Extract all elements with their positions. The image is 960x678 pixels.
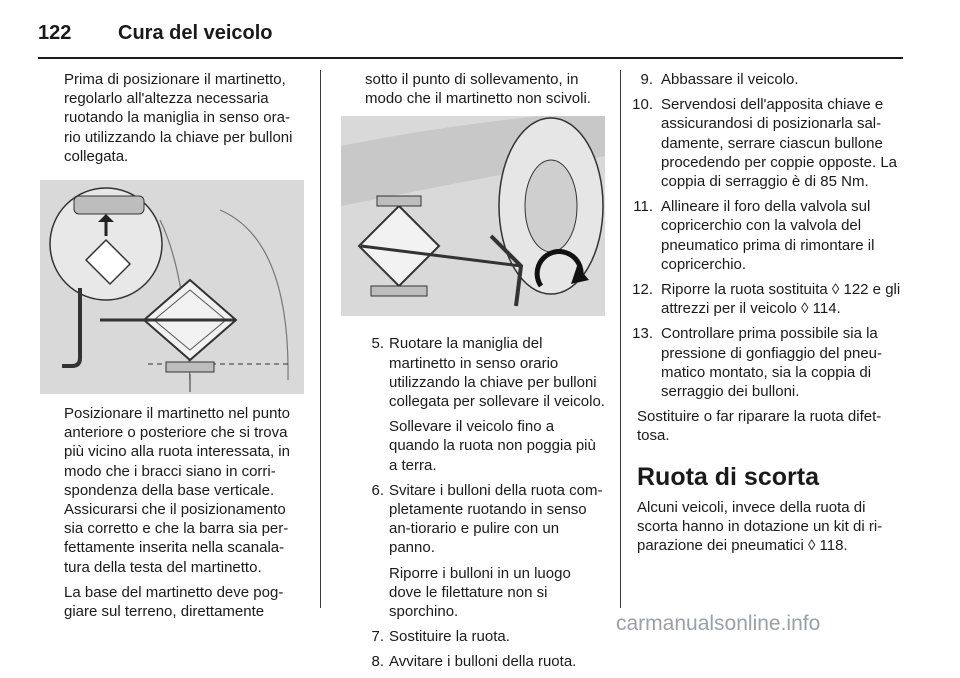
list-item <box>637 70 902 89</box>
jack-raising-illustration <box>341 116 605 316</box>
column-3 <box>632 70 902 561</box>
step-text: Allineare il foro della valvola sul copricerchio con la valvola del pneumatico prima di rimontare il copricerchio. <box>661 198 875 273</box>
step-number: 8. <box>371 653 384 671</box>
step-sub-paragraph: Riporre i bulloni in un luogo dove le filettature non si sporchino. <box>389 564 571 621</box>
step-number: 11. <box>633 198 653 216</box>
list-item <box>632 280 902 318</box>
step-text: Abbassare il veicolo. <box>661 71 799 88</box>
placement-paragraph: Posizionare il martinetto nel punto anteriore o posteriore che si trova più vicino alla ruota interessata, in modo che i bracci siano in corri-spondenza della base verticale. Assicurarsi che il posizionamento sia corretto e che la barra sia per-fettamente inserita nella scanala-tura della testa del martinetto. <box>64 405 290 576</box>
list-item <box>365 334 605 411</box>
replace-wheel-paragraph: Sostituire o far riparare la ruota difet-tosa. <box>637 408 882 445</box>
column-1 <box>64 70 304 627</box>
page-number: 122 <box>38 22 72 44</box>
section-title: Cura del veicolo <box>118 22 273 44</box>
intro-paragraph: Prima di posizionare il martinetto, regolarlo all'altezza necessaria ruotando la maniglia in senso ora-rio utilizzando la chiave per bulloni collegata. <box>64 71 293 165</box>
step-text: Controllare prima possibile sia la pressione di gonfiaggio del pneu-matico montato, sia la coppia di serraggio dei bulloni. <box>661 325 882 401</box>
step-number: 6. <box>371 481 384 499</box>
step-number: 9. <box>640 71 653 88</box>
step-text: Svitare i bulloni della ruota com-pletamente ruotando in senso an-tiorario e pulire con un panno. <box>389 481 603 557</box>
list-item <box>632 95 902 191</box>
column-divider <box>320 70 321 608</box>
list-item <box>365 627 605 646</box>
step-number: 13. <box>632 325 653 343</box>
list-item <box>365 652 605 671</box>
header-rule <box>38 57 903 59</box>
step-text: Avvitare i bulloni della ruota. <box>389 653 577 671</box>
page-header <box>38 18 923 52</box>
step-text: Sostituire la ruota. <box>389 628 510 646</box>
step-text: Ruotare la maniglia del martinetto in senso orario utilizzando la chiave per bulloni collegata per sollevare il veicolo. <box>389 335 605 411</box>
column-divider <box>620 70 621 608</box>
step-number: 10. <box>632 96 653 114</box>
spare-wheel-heading: Ruota di scorta <box>637 462 819 491</box>
list-item <box>365 481 605 558</box>
watermark: carmanualsonline.info <box>616 612 821 635</box>
list-item <box>632 324 902 401</box>
spare-wheel-paragraph: Alcuni veicoli, invece della ruota di scorta hanno in dotazione un kit di ri-parazione dei pneumatici ◊ 118. <box>637 498 883 555</box>
steps-list-part-1 <box>365 334 605 671</box>
column-2 <box>365 70 605 678</box>
base-paragraph: La base del martinetto deve pog-giare sul terreno, direttamente <box>64 583 284 621</box>
step-sub-paragraph: Sollevare il veicolo fino a quando la ruota non poggia più a terra. <box>389 418 596 474</box>
step-number: 12. <box>632 281 653 299</box>
step-number: 7. <box>371 628 384 646</box>
step-text: Riporre la ruota sostituita ◊ 122 e gli attrezzi per il veicolo ◊ 114. <box>661 281 901 318</box>
continuation-paragraph: sotto il punto di sollevamento, in modo che il martinetto non scivoli. <box>365 71 591 108</box>
jack-placement-illustration <box>40 180 304 394</box>
list-item <box>633 197 902 274</box>
step-number: 5. <box>371 335 384 353</box>
jack-diagram-svg <box>40 180 304 394</box>
steps-list-part-2 <box>632 70 902 401</box>
raising-diagram-svg <box>341 116 605 316</box>
step-text: Servendosi dell'apposita chiave e assicurandosi di posizionarla sal-damente, serrare ciascun bullone procedendo per coppie opposte. La coppia di serraggio è di 85 Nm. <box>661 96 898 191</box>
